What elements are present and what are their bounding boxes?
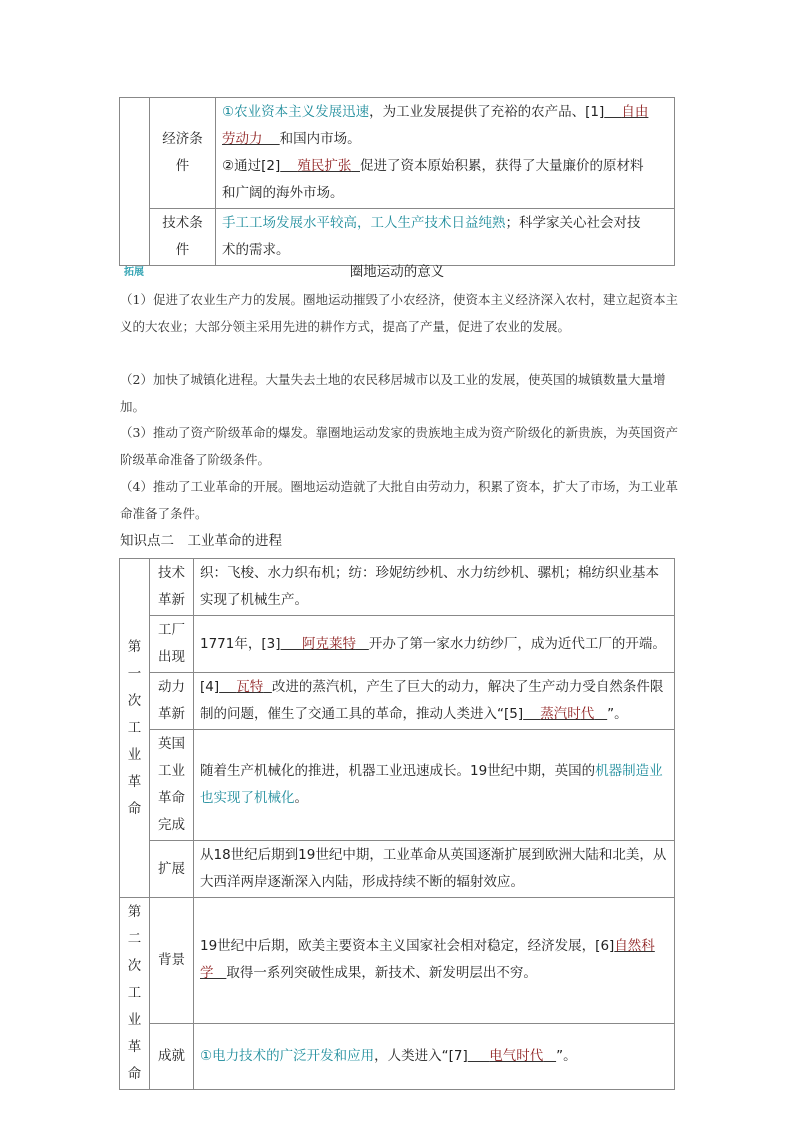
- expand-paragraph-3: （3）推动了资产阶级革命的爆发。靠圈地运动发家的贵族地主成为资产阶级化的新贵族，为英国资产阶级革命准备了阶级条件。: [120, 425, 678, 467]
- complete-teal-text: 机器制造业也实现了机械化: [200, 763, 663, 806]
- bg-cell: 19世纪中后期，欧美主要资本主义国家社会相对稳定，经济发展，[6]自然科学 取得一系列突破性成果，新技术、新发明层出不穷。: [194, 898, 675, 1024]
- table-row: [120, 98, 675, 209]
- tech-text-2: 术的需求。: [222, 242, 290, 258]
- group-label-second: 第二次工业革命: [120, 898, 150, 1090]
- complete-cell: 随着生产机械化的推进，机器工业迅速成长。19世纪中期，英国的机器制造业也实现了机械化。: [194, 730, 675, 841]
- row-label-achieve: 成就: [150, 1023, 194, 1089]
- factory-cell: 1771年，[3] 阿克莱特 开办了第一家水力纺纱厂，成为近代工厂的开端。: [194, 616, 675, 673]
- achieve-cell: ①电力技术的广泛开发和应用，人类进入“[7] 电气时代 ”。: [194, 1023, 675, 1089]
- power-cell: [4] 瓦特 改进的蒸汽机，产生了巨大的动力，解决了生产动力受自然条件限制的问题，催生了交通工具的革命，推动人类进入“[5] 蒸汽时代 ”。: [194, 673, 675, 730]
- conditions-table: [119, 97, 675, 266]
- tech-text: ；科学家关心社会对技: [505, 215, 641, 231]
- table-row: [120, 616, 675, 673]
- expand-paragraph-1: （1）促进了农业生产力的发展。圈地运动摧毁了小农经济，使资本主义经济深入农村，建立起资本主义的大农业；大部分领主采用先进的耕作方式，提高了产量，促进了农业的发展。: [120, 292, 678, 334]
- tech-cell: [216, 209, 675, 266]
- answer-1b: 劳动力: [222, 131, 263, 147]
- expand-paragraph-4: （4）推动了工业革命的开展。圈地运动造就了大批自由劳动力，积累了资本，扩大了市场，为工业革命准备了条件。: [120, 479, 678, 521]
- econ-teal-text: ①农业资本主义发展迅速: [222, 104, 370, 120]
- answer-2: 殖民扩张: [297, 158, 352, 174]
- econ-text: ，为工业发展提供了充裕的农产品、[1]: [369, 104, 605, 120]
- econ-text-5: 和广阔的海外市场。: [222, 185, 344, 201]
- table-row: [120, 730, 675, 841]
- row-label-spread: 扩展: [150, 841, 194, 898]
- table-row: [120, 559, 675, 616]
- answer-5a: 蒸汽时: [540, 706, 581, 722]
- row-label-tech: 技术条件: [150, 209, 216, 266]
- row-label-tech: 技术革新: [150, 559, 194, 616]
- econ-cell: [216, 98, 675, 209]
- row-label-complete: 英国工业革命完成: [150, 730, 194, 841]
- answer-4: 瓦特: [236, 679, 264, 695]
- expand-tag: 拓展: [124, 267, 144, 278]
- table-row: [120, 1023, 675, 1089]
- group-label-first: 第一次工业革命: [120, 559, 150, 898]
- achieve-teal-text: ①电力技术的广泛开发和应用: [200, 1047, 375, 1064]
- table-row: [120, 673, 675, 730]
- row-label-power: 动力革新: [150, 673, 194, 730]
- row-label-bg: 背景: [150, 898, 194, 1024]
- answer-5b: 代: [580, 706, 595, 722]
- merged-cell: [120, 98, 150, 266]
- expand-title: 圈地运动的意义: [349, 264, 445, 280]
- econ-text-2: 和国内市场。: [279, 131, 361, 147]
- row-label-econ: 经济条件: [150, 98, 216, 209]
- table-row: [120, 841, 675, 898]
- table-row: [120, 898, 675, 1024]
- tech-teal-text: 手工工场发展水平较高，工人生产技术日益纯熟: [222, 215, 506, 231]
- process-table: [119, 558, 675, 1090]
- answer-3: 阿克莱特: [301, 635, 356, 652]
- spread-cell: 从18世纪后期到19世纪中期，工业革命从英国逐渐扩展到欧洲大陆和北美，从大西洋两岸逐渐深入内陆，形成持续不断的辐射效应。: [194, 841, 675, 898]
- section-title: 知识点二 工业革命的进程: [120, 533, 282, 549]
- expand-paragraph-2: （2）加快了城镇化进程。大量失去土地的农民移居城市以及工业的发展，使英国的城镇数量大量增加。: [120, 372, 666, 414]
- econ-text-3: ②通过[2]: [222, 158, 281, 174]
- row-label-factory: 工厂出现: [150, 616, 194, 673]
- table-row: [120, 209, 675, 266]
- answer-7: 电气时代: [489, 1047, 544, 1064]
- answer-1a: 自由: [621, 104, 649, 120]
- econ-text-4: 促进了资本原始积累，获得了大量廉价的原材料: [360, 158, 644, 174]
- tech-cell: 织：飞梭、水力织布机；纺：珍妮纺纱机、水力纺纱机、骡机；棉纺织业基本实现了机械生产。: [194, 559, 675, 616]
- answer-6: 自然科学: [200, 938, 655, 982]
